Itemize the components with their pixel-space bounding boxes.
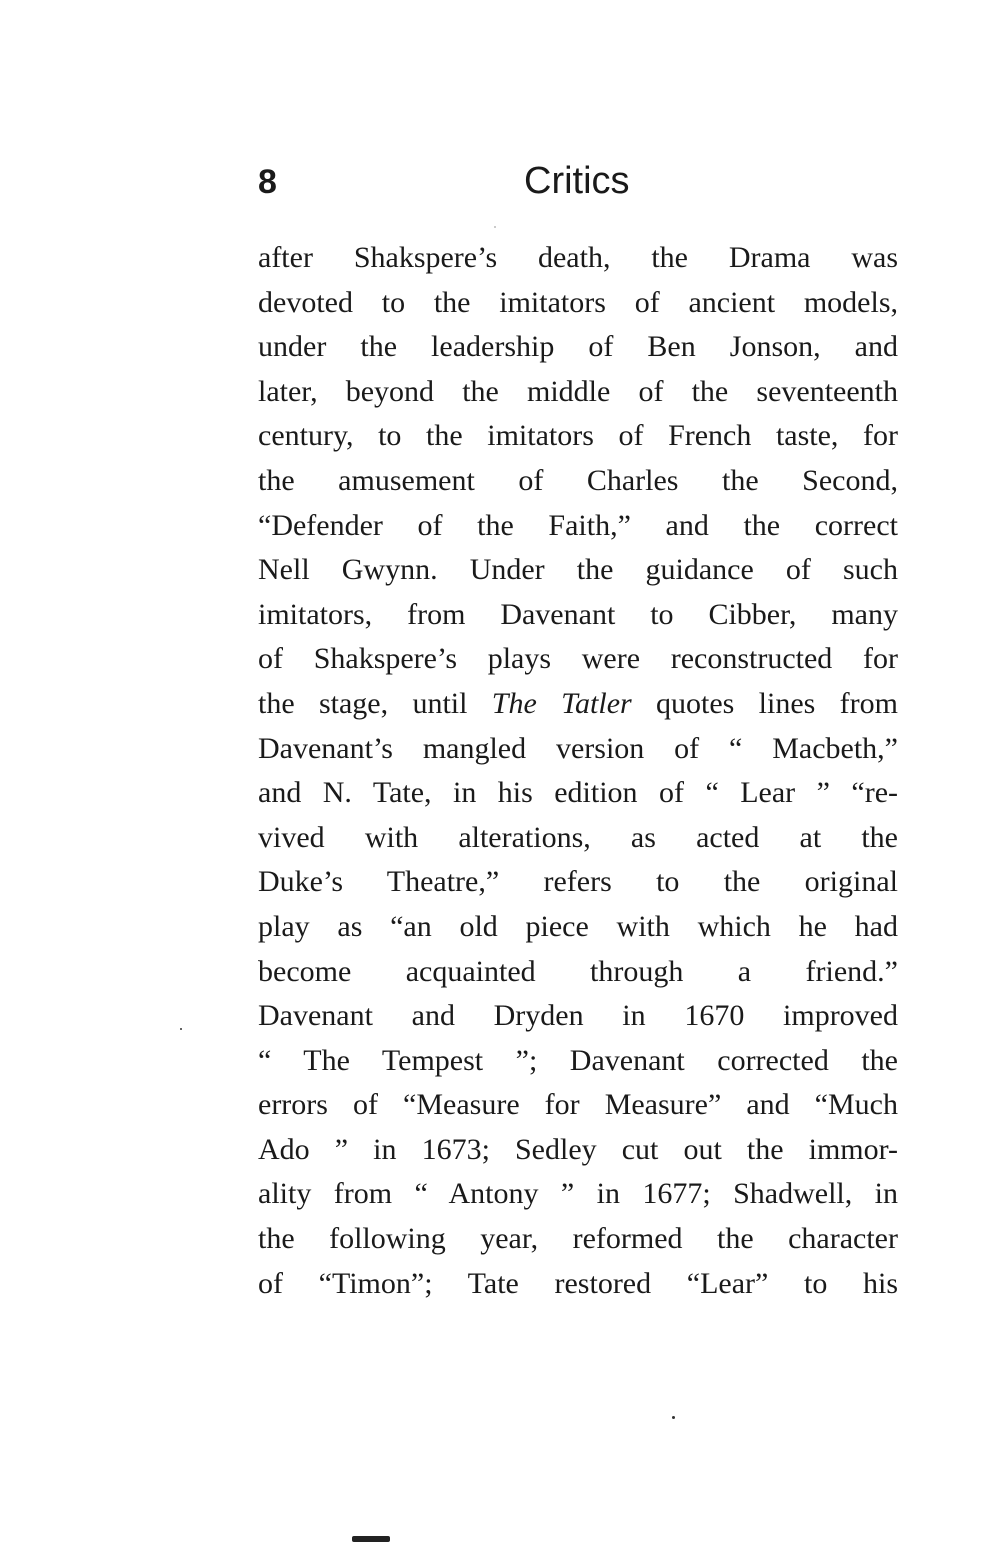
text-line: of “Timon”; Tate restored “Lear” to his [258, 1266, 898, 1300]
text-line: become acquainted through a friend.” [258, 954, 898, 988]
text-line: Davenant’s mangled version of “ Macbeth,” [258, 731, 898, 765]
text-segment: quotes lines from [631, 686, 898, 720]
text-line: later, beyond the middle of the seventeenth [258, 374, 898, 408]
text-line: vived with alterations, as acted at the [258, 820, 898, 854]
text-line: Duke’s Theatre,” refers to the original [258, 865, 898, 899]
text-line: under the leadership of Ben Jonson, and [258, 330, 898, 364]
body-text [258, 236, 898, 1306]
text-line: the amusement of Charles the Second, [258, 463, 898, 497]
text-line: the following year, reformed the character [258, 1222, 898, 1256]
text-line: Davenant and Dryden in 1670 improved [258, 999, 898, 1033]
text-line: ality from “ Antony ” in 1677; Shadwell, in [258, 1177, 898, 1211]
text-line: Ado ” in 1673; Sedley cut out the immor- [258, 1132, 898, 1166]
text-line: after Shakspere’s death, the Drama was [258, 241, 898, 274]
text-line: errors of “Measure for Measure” and “Much [258, 1088, 898, 1122]
text-line: “ The Tempest ”; Davenant corrected the [258, 1043, 898, 1077]
print-speck [180, 1028, 182, 1030]
print-speck [494, 226, 496, 228]
text-line: play as “an old piece with which he had [258, 909, 898, 943]
text-line: Nell Gwynn. Under the guidance of such [258, 553, 898, 587]
text-line-with-italic [258, 682, 898, 727]
text-line: devoted to the imitators of ancient models, [258, 285, 898, 319]
text-line: imitators, from Davenant to Cibber, many [258, 597, 898, 631]
text-line: of Shakspere’s plays were reconstructed for [258, 642, 898, 676]
running-title: Critics [524, 160, 630, 202]
text-line: “Defender of the Faith,” and the correct [258, 508, 898, 542]
page-number: 8 [258, 163, 277, 201]
print-speck [672, 1416, 675, 1419]
footer-mark [352, 1536, 390, 1542]
text-line: and N. Tate, in his edition of “ Lear ” “re- [258, 776, 898, 810]
text-line: century, to the imitators of French taste, for [258, 419, 898, 453]
text-segment: the stage, until [258, 686, 492, 720]
periodical-title: The Tatler [491, 686, 632, 720]
